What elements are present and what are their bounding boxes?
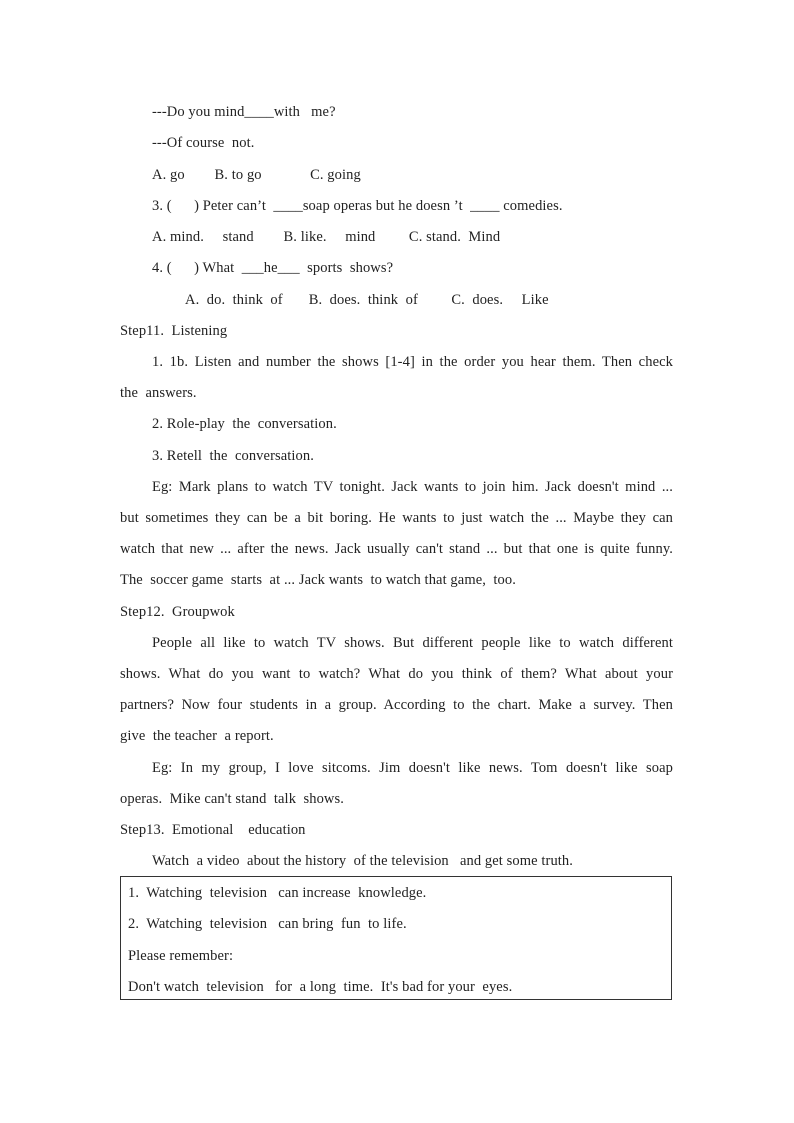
quiz-q2-options: A. go B. to go C. going <box>152 167 361 183</box>
step11-example-line: Eg: Mark plans to watch TV tonight. Jack wants to join him. Jack doesn't mind ... <box>152 479 673 495</box>
quiz-q3-question: 3. ( ) Peter can’t ____soap operas but he doesn ’t ____ comedies. <box>152 198 563 214</box>
step11-item2: 2. Role-play the conversation. <box>152 416 337 432</box>
step11-item1-line2: the answers. <box>120 385 197 401</box>
step11-example-line: but sometimes they can be a bit boring. He wants to just watch the ... Maybe they can <box>120 510 673 526</box>
step12-paragraph-line: shows. What do you want to watch? What do you think of them? What about your <box>120 666 673 682</box>
step12-example-line: Eg: In my group, I love sitcoms. Jim doesn't like news. Tom doesn't like soap <box>152 760 673 776</box>
step11-item3: 3. Retell the conversation. <box>152 448 314 464</box>
summary-box <box>120 876 672 1000</box>
quiz-q4-question: 4. ( ) What ___he___ sports shows? <box>152 260 394 276</box>
quiz-q3-options: A. mind. stand B. like. mind C. stand. Mind <box>152 229 501 245</box>
step13-heading: Step13. Emotional education <box>120 822 306 838</box>
step11-heading: Step11. Listening <box>120 323 228 339</box>
quiz-q4-options: A. do. think of B. does. think of C. does. Like <box>185 292 549 308</box>
step12-example-line: operas. Mike can't stand talk shows. <box>120 791 344 807</box>
step12-paragraph-line: People all like to watch TV shows. But different people like to watch different <box>152 635 673 651</box>
step11-example-line: The soccer game starts at ... Jack wants to watch that game, too. <box>120 572 516 588</box>
summary-box-line: Don't watch television for a long time. It's bad for your eyes. <box>128 979 513 995</box>
summary-box-line: 1. Watching television can increase knowledge. <box>128 885 427 901</box>
step11-item1-line1: 1. 1b. Listen and number the shows [1-4] in the order you hear them. Then check <box>152 354 673 370</box>
step12-paragraph-line: give the teacher a report. <box>120 728 274 744</box>
quiz-q2-answer: ---Of course not. <box>152 135 255 151</box>
summary-box-line: Please remember: <box>128 948 234 964</box>
step13-intro: Watch a video about the history of the television and get some truth. <box>152 853 573 869</box>
step12-paragraph-line: partners? Now four students in a group. According to the chart. Make a survey. Then <box>120 697 673 713</box>
summary-box-line: 2. Watching television can bring fun to life. <box>128 916 407 932</box>
step11-example-line: watch that new ... after the news. Jack usually can't stand ... but that one is quite funny. <box>120 541 673 557</box>
quiz-q2-question: ---Do you mind____with me? <box>152 104 336 120</box>
step12-heading: Step12. Groupwok <box>120 604 235 620</box>
